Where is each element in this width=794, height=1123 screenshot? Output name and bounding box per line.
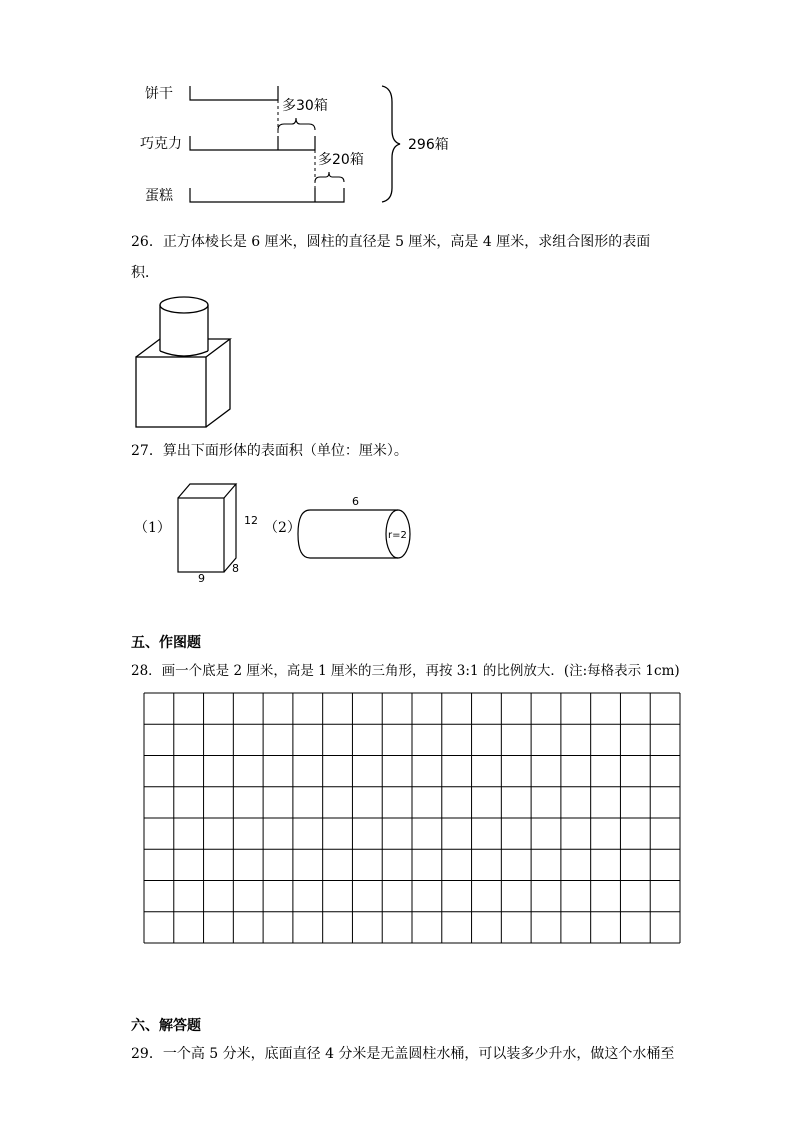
question-27-text: 27．算出下面形体的表面积（单位：厘米）。 xyxy=(131,443,408,459)
cylinder-left-end xyxy=(298,510,310,558)
big-brace xyxy=(382,86,400,202)
cake-bar xyxy=(190,188,344,202)
cylinder-length-label: 6 xyxy=(352,495,359,508)
cuboid-height-label: 12 xyxy=(244,514,258,527)
total-label: 296箱 xyxy=(408,137,449,153)
fig2-label: （2） xyxy=(264,520,301,536)
more-20-label: 多20箱 xyxy=(318,152,364,168)
segment-diagram xyxy=(130,78,470,213)
question-26-line1: 26．正方体棱长是 6 厘米，圆柱的直径是 5 厘米，高是 4 厘米，求组合图形的表面 xyxy=(131,234,651,250)
question-28-text: 28．画一个底是 2 厘米，高是 1 厘米的三角形，再按 3:1 的比例放大．(注:每格表示 1cm) xyxy=(131,663,680,679)
cube-front-face xyxy=(136,357,206,427)
more-30-label: 多30箱 xyxy=(282,98,328,114)
cuboid-figure xyxy=(170,478,265,583)
question-29-text: 29．一个高 5 分米，底面直径 4 分米是无盖圆柱水桶，可以装多少升水，做这个水桶至 xyxy=(131,1046,675,1062)
cube-side-face xyxy=(206,339,230,427)
biscuit-bar xyxy=(190,86,278,100)
cuboid-width-label: 9 xyxy=(198,572,205,583)
label-chocolate: 巧克力 xyxy=(140,136,182,152)
grid-lines xyxy=(144,693,680,943)
question-26-line2: 积． xyxy=(131,265,159,281)
drawing-grid xyxy=(143,692,681,944)
cylinder-figure xyxy=(290,492,420,564)
brace-more-20 xyxy=(315,172,344,182)
cylinder-radius-label: r=2 xyxy=(388,530,407,541)
label-cake: 蛋糕 xyxy=(145,188,173,204)
section-6-heading: 六、解答题 xyxy=(131,1018,201,1034)
fig1-label: （1） xyxy=(134,520,171,536)
cuboid-top xyxy=(178,484,236,498)
cuboid-front xyxy=(178,498,224,572)
chocolate-bar xyxy=(190,136,315,150)
cylinder-top xyxy=(160,297,208,313)
cube-cylinder-figure xyxy=(130,293,240,433)
brace-more-30 xyxy=(278,118,315,130)
label-biscuit: 饼干 xyxy=(145,86,173,102)
section-5-heading: 五、作图题 xyxy=(131,635,201,651)
cuboid-side xyxy=(224,484,236,572)
cuboid-depth-label: 8 xyxy=(232,562,239,575)
